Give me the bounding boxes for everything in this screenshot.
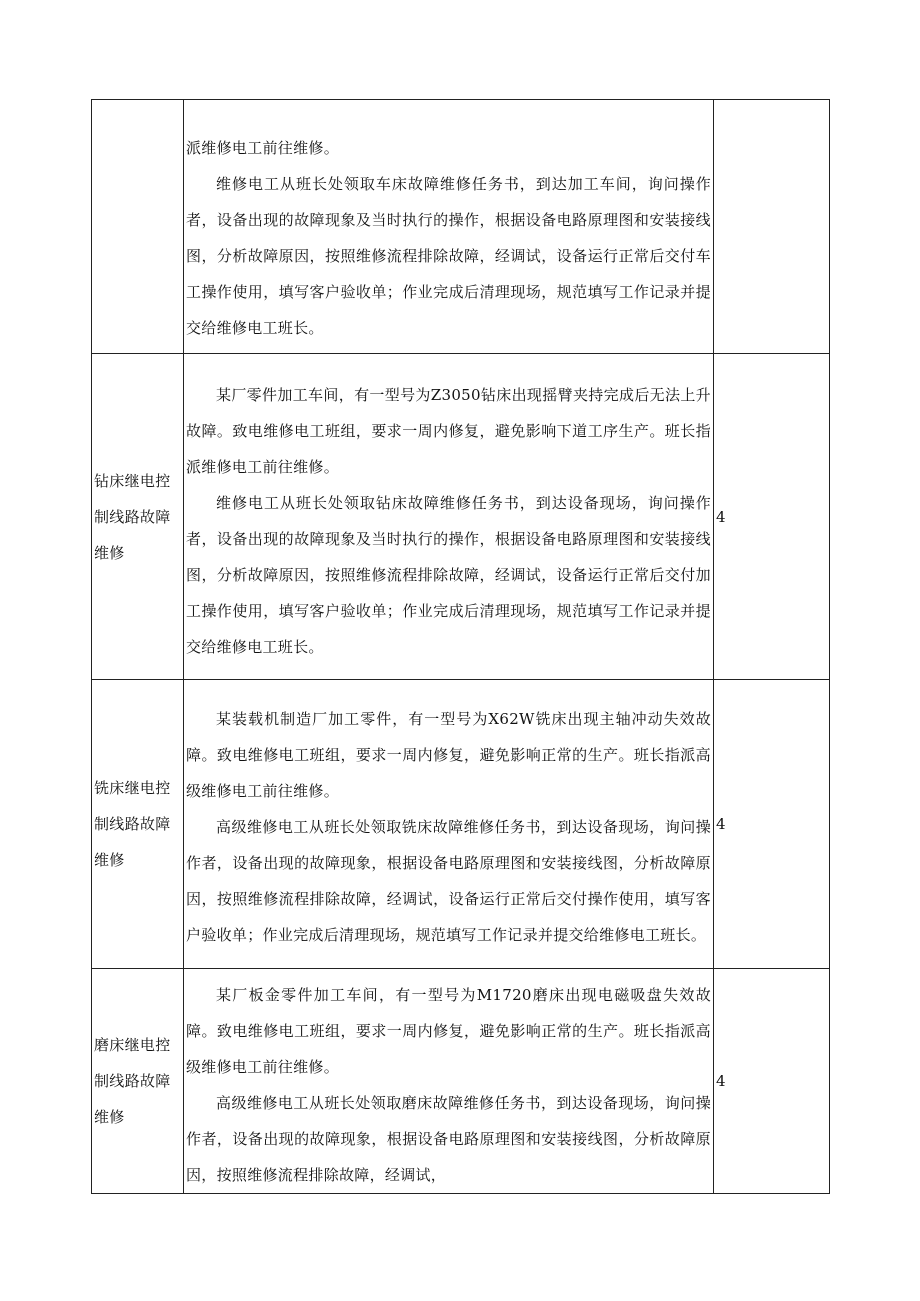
task-description-cell: [184, 680, 714, 969]
task-name-cell: [92, 680, 184, 969]
task-name-line: 制线路故障: [94, 1072, 171, 1090]
task-name-line: 制线路故障: [94, 507, 171, 526]
task-name-cell: [92, 354, 184, 680]
description-paragraph: 高级维修电工从班长处领取铣床故障维修任务书，到达设备现场，询问操作者，设备出现的故障现象，根据设备电路原理图和安装接线图，分析故障原因，按照维修流程排除故障，经调试，设备运行正常后交付操作使用，填写客户验收单；作业完成后清理现场，规范填写工作记录并提交给维修电工班长。: [186, 817, 711, 944]
task-name-cell: [92, 100, 184, 354]
hours-value: 4: [716, 507, 726, 526]
description-paragraph: 某装载机制造厂加工零件，有一型号为X62W铣床出现主轴冲动失效故障。致电维修电工班组，要求一周内修复，避免影响正常的生产。班长指派高级维修电工前往维修。: [186, 709, 711, 800]
table-row: [92, 969, 830, 1194]
table-row: [92, 354, 830, 680]
hours-cell: [714, 354, 830, 680]
task-description-cell: [184, 354, 714, 680]
table-row: [92, 680, 830, 969]
description-paragraph: 维修电工从班长处领取钻床故障维修任务书，到达设备现场，询问操作者，设备出现的故障现象及当时执行的操作，根据设备电路原理图和安装接线图，分析故障原因，按照维修流程排除故障，经调试，设备运行正常后交付加工操作使用，填写客户验收单；作业完成后清理现场，规范填写工作记录并提交给维修电工班长。: [186, 494, 711, 656]
description-paragraph: 维修电工从班长处领取车床故障维修任务书，到达加工车间，询问操作者，设备出现的故障现象及当时执行的操作，根据设备电路原理图和安装接线图，分析故障原因，按照维修流程排除故障，经调试，设备运行正常后交付车工操作使用，填写客户验收单；作业完成后清理现场，规范填写工作记录并提交给维修电工班长。: [186, 174, 711, 337]
hours-cell: [714, 680, 830, 969]
description-paragraph: 高级维修电工从班长处领取磨床故障维修任务书，到达设备现场，询问操作者，设备出现的故障现象，根据设备电路原理图和安装接线图，分析故障原因，按照维修流程排除故障，经调试，: [186, 1094, 711, 1184]
task-name-line: 制线路故障: [94, 815, 171, 833]
task-description-cell: [184, 969, 714, 1194]
table-row: [92, 100, 830, 354]
hours-cell: [714, 969, 830, 1194]
task-description-cell: [184, 100, 714, 354]
task-name-line: 维修: [94, 1108, 125, 1126]
description-paragraph: 某厂零件加工车间，有一型号为Z3050钻床出现摇臂夹持完成后无法上升故障。致电维修电工班组，要求一周内修复，避免影响下道工序生产。班长指派维修电工前往维修。: [186, 386, 711, 476]
task-table: [91, 99, 830, 1194]
description-paragraph: 派维修电工前往维修。: [186, 138, 340, 157]
task-name-line: 维修: [94, 543, 125, 562]
task-name-line: 维修: [94, 851, 125, 869]
task-name-cell: [92, 969, 184, 1194]
task-name-line: 铣床继电控: [94, 779, 171, 797]
task-name-line: 磨床继电控: [94, 1036, 171, 1054]
hours-cell: [714, 100, 830, 354]
description-paragraph: 某厂板金零件加工车间，有一型号为M1720磨床出现电磁吸盘失效故障。致电维修电工班组，要求一周内修复，避免影响正常的生产。班长指派高级维修电工前往维修。: [186, 986, 711, 1076]
hours-value: 4: [716, 1072, 726, 1090]
hours-value: 4: [716, 815, 726, 833]
task-name-line: 钻床继电控: [94, 471, 171, 490]
